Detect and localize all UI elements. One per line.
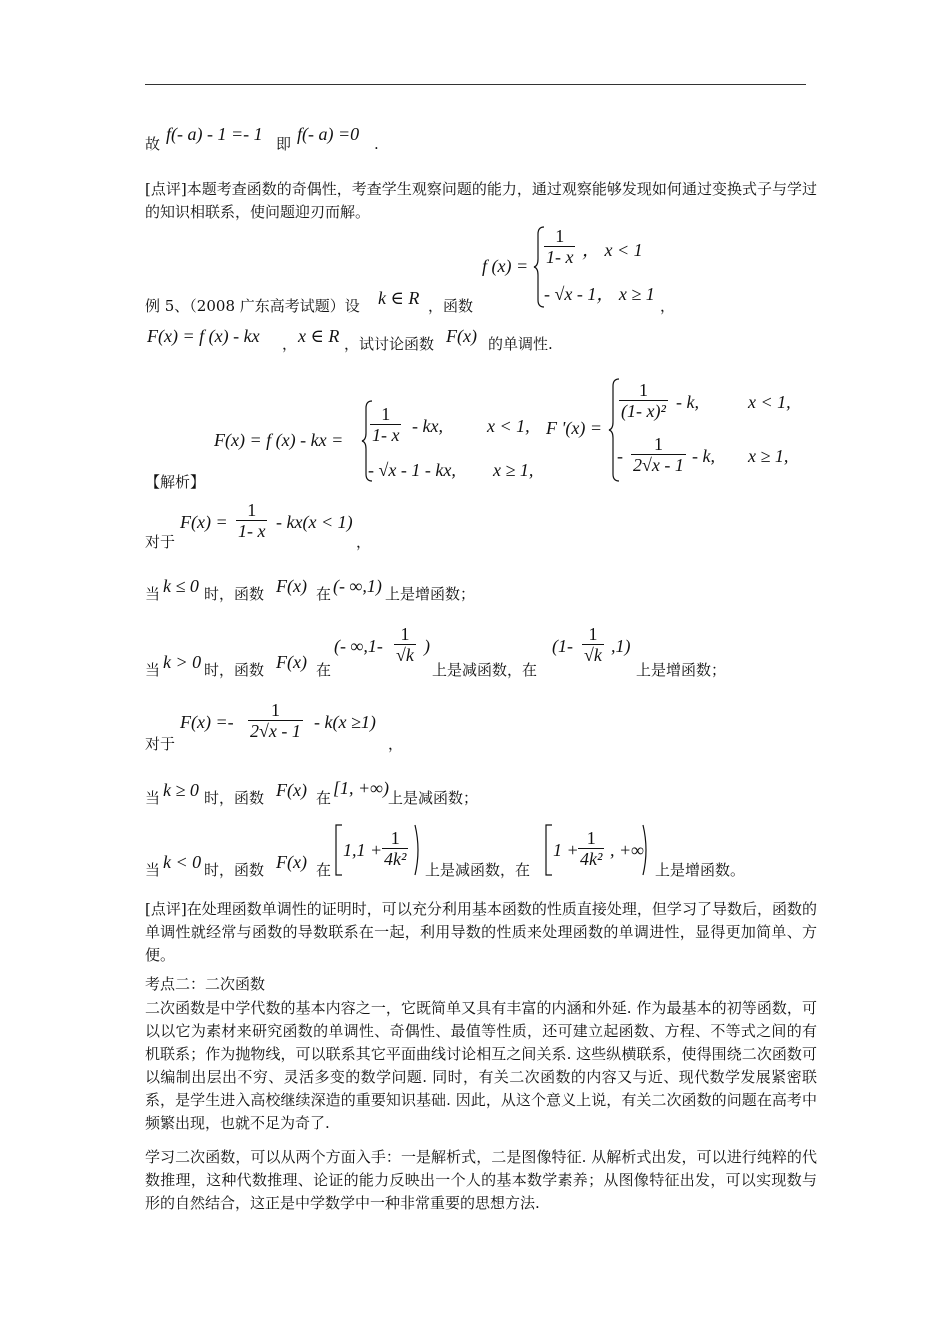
Fprime-lhs: F '(x) =	[546, 418, 602, 438]
text-mid2-b2: 上是减函数，在	[425, 861, 531, 879]
text-ji: 即	[276, 135, 292, 153]
Fprime-case2-minus: -	[617, 446, 623, 466]
paragraph-1: 二次函数是中学代数的基本内容之一，它既简单又具有丰富的内涵和外延. 作为最基本的初等函数，可以以它为素材来研究函数的单调性、奇偶性、最值等性质，还可建立起函数、方程、不等式之间的有机联系；作为抛物线，可以联系其它平面曲线讨论相互之间关系. 这些纵横联系，使得围绕二次函数可以编制出层出不穷、灵活多变的数学问题. 同时，有关二次函数的内容又与近、现代数学发展紧密联系，是学生进入高校继续深造的重要知识基础. 因此，从这个意义上说，有关二次函数的问题在高考中频繁出现，也就不足为奇了.	[145, 999, 817, 1132]
text-zai-b2: 在	[316, 861, 332, 879]
interval-b2-2-paren-right	[642, 824, 650, 876]
F-x-symbol: F(x)	[446, 326, 477, 346]
x-in-R: x ∈ R	[298, 326, 340, 346]
text-function: ，函数	[428, 297, 474, 315]
text-comma-1: ，	[660, 297, 676, 315]
interval-a2-1-open: (- ∞,1-	[334, 636, 383, 656]
text-zai-b1: 在	[316, 789, 332, 807]
interval-a2-2-fraction: $\frac{1}{√k}$	[584, 624, 602, 665]
k-in-R: k ∈ R	[378, 288, 420, 308]
Fprime-case2-tail: - k,	[692, 446, 715, 466]
F-b2: F(x)	[276, 852, 307, 872]
text-comma-2: ，	[282, 335, 298, 353]
comment-1: [点评]本题考查函数的奇偶性，考查学生观察问题的能力，通过观察能够发现如何通过变换式子与学过的知识相联系，使问题迎刃而解。	[145, 180, 817, 221]
interval-b2-1-fraction: $\frac{1}{\text{4k²}}$	[384, 828, 407, 869]
text-monotone: 的单调性.	[488, 335, 553, 353]
example-5-label: 例 5、（2008 广东高考试题）设	[145, 297, 360, 315]
text-dang-a1: 当	[145, 585, 161, 603]
text-zai-a1: 在	[316, 585, 332, 603]
f-def-case2: - √x - 1， x ≥ 1	[544, 284, 655, 304]
Fprime-case1-tail: - k,	[676, 392, 699, 412]
text-end-b1: 上是减函数；	[388, 789, 479, 807]
interval-a2-2-close: ,1)	[611, 636, 631, 656]
text-mid2-a2: 上是减函数，在	[432, 661, 538, 679]
interval-b2-2-start: 1 +	[553, 840, 579, 860]
F-a1: F(x)	[276, 576, 307, 596]
comment-2: [点评]在处理函数单调性的证明时，可以充分利用基本函数的性质直接处理，但学习了导数后，函数的单调性就经常与函数的导数联系在一起，利用导数的性质来处理函数的单调进性，显得更加简单、方便。	[145, 900, 817, 964]
F-b1: F(x)	[276, 780, 307, 800]
text-end-a1: 上是增函数；	[385, 585, 476, 603]
interval-b2-2-fraction: $\frac{1}{\text{4k²}}$	[580, 828, 603, 869]
text-period: .	[374, 135, 379, 153]
kaodian-heading: 考点二：二次函数	[145, 975, 266, 993]
Fprime-case2-cond: x ≥ 1,	[748, 446, 789, 466]
text-duiyu-a: 对于	[145, 533, 176, 551]
f-def-case1-cond: ， x < 1	[582, 240, 643, 260]
cond-a1: k ≤ 0	[163, 576, 199, 596]
text-comma-b: ，	[388, 735, 404, 753]
f-def-lhs: f (x) =	[482, 256, 529, 276]
interval-b2-1-bracket-left	[335, 824, 343, 876]
case-b-fraction: $\frac{1}{2√x - 1}$	[250, 700, 301, 741]
text-mid-a1: 时，函数	[204, 585, 265, 603]
interval-a2-2-open: (1-	[552, 636, 573, 656]
F-piece-case1-fraction: $\frac{1}{1- x}$	[372, 404, 400, 445]
F-piece-case1-tail: - kx,	[412, 416, 443, 436]
case-a-F-lhs: F(x) =	[180, 512, 228, 532]
text-zai-a2: 在	[316, 661, 332, 679]
interval-b1: [1, +∞)	[333, 778, 389, 798]
case-a-tail: - kx(x < 1)	[276, 512, 353, 532]
text-comma-a: ，	[356, 533, 372, 551]
paragraph-2: 学习二次函数，可以从两个方面入手：一是解析式，二是图像特征. 从解析式出发，可以进行纯粹的代数推理，这种代数推理、论证的能力反映出一个人的基本数学素养；从图像特征出发，可以实现数与形的自然结合，这正是中学数学中一种非常重要的思想方法.	[145, 1148, 817, 1212]
text-dang-a2: 当	[145, 661, 161, 679]
F-def: F(x) = f (x) - kx	[147, 326, 260, 346]
interval-b2-2-end: , +∞	[610, 840, 644, 860]
math-expr-1: f(- a) - 1 =- 1	[166, 124, 263, 144]
cond-b2: k < 0	[163, 852, 202, 872]
F-piece-case1-cond: x < 1,	[487, 416, 530, 436]
interval-b2-1-paren-right	[414, 824, 422, 876]
text-duiyu-b: 对于	[145, 735, 176, 753]
interval-a2-1-close: )	[424, 636, 430, 656]
cond-a2: k > 0	[163, 652, 202, 672]
Fprime-case1-cond: x < 1,	[748, 392, 791, 412]
case-a-fraction: $\frac{1}{1- x}$	[238, 500, 266, 541]
text-discuss: ，试讨论函数	[344, 335, 435, 353]
solution-label: 【解析】	[145, 473, 206, 491]
interval-a1: (- ∞,1)	[333, 576, 382, 596]
F-piece-case2: - √x - 1 - kx,	[368, 460, 456, 480]
text-dang-b1: 当	[145, 789, 161, 807]
text-dang-b2: 当	[145, 861, 161, 879]
header-rule	[145, 84, 806, 85]
F-piece-case2-cond: x ≥ 1,	[493, 460, 534, 480]
text-mid-b2: 时，函数	[204, 861, 265, 879]
case-b-tail: - k(x ≥1)	[314, 712, 376, 732]
interval-a2-1-fraction: $\frac{1}{√k}$	[396, 624, 414, 665]
case-b-F-lhs: F(x) =-	[180, 712, 234, 732]
f-def-case1-fraction: $\frac{1}{1- x}$	[546, 226, 574, 267]
text-end-b2: 上是增函数。	[655, 861, 746, 879]
text-end-a2: 上是增函数；	[636, 661, 727, 679]
F-piece-lhs: F(x) = f (x) - kx =	[214, 430, 344, 450]
text-mid-a2: 时，函数	[204, 661, 265, 679]
interval-b2-1-start: 1,1 +	[343, 840, 383, 860]
text-mid-b1: 时，函数	[204, 789, 265, 807]
F-a2: F(x)	[276, 652, 307, 672]
text-gu: 故	[145, 135, 161, 153]
Fprime-case1-fraction: $\frac{1}{\text{(1- x)²}}$	[621, 380, 666, 421]
math-expr-2: f(- a) =0	[297, 124, 360, 144]
Fprime-case2-fraction: $\frac{1}{2√x - 1}$	[633, 434, 684, 475]
cond-b1: k ≥ 0	[163, 780, 199, 800]
interval-b2-2-bracket-left	[545, 824, 553, 876]
